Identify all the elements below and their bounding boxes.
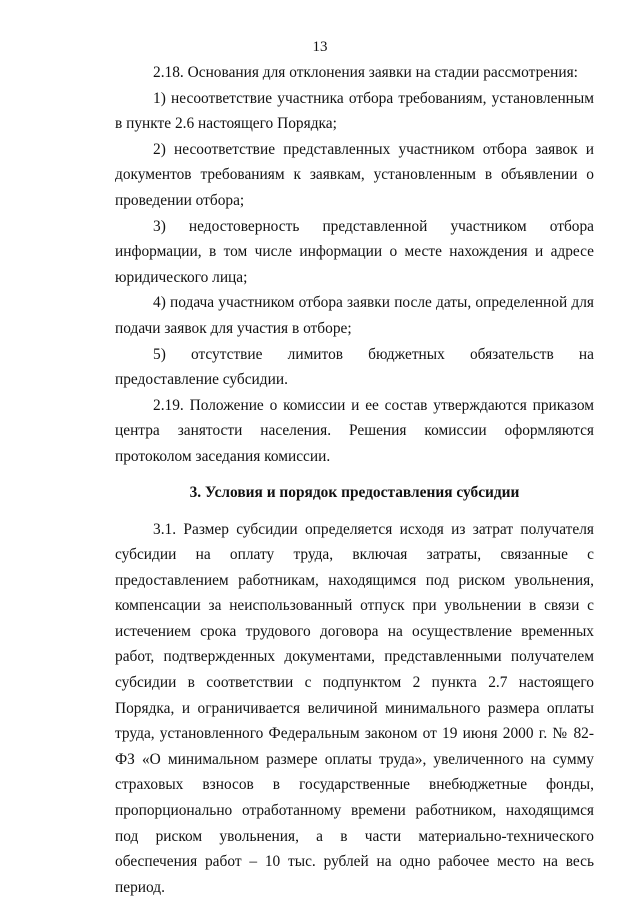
paragraph-2-18: 2.18. Основания для отклонения заявки на стадии рассмотрения: — [153, 64, 578, 81]
paragraph-2-19: 2.19. Положение о комиссии и ее состав утверждаются приказом центра занятости населения. Решения комиссии оформляются протоколом заседания комиссии. — [115, 396, 594, 465]
page-number: 13 — [312, 39, 328, 55]
document-body — [115, 60, 594, 900]
paragraph-item-2: 2) несоответствие представленных участником отбора заявок и документов требованиям к заявкам, установленным в объявлении о проведении отбора; — [115, 140, 594, 209]
paragraph-item-5: 5) отсутствие лимитов бюджетных обязательств на предоставление субсидии. — [115, 345, 594, 389]
paragraph-item-1: 1) несоответствие участника отбора требованиям, установленным в пункте 2.6 настоящего Порядка; — [115, 89, 594, 133]
paragraph-3-1: 3.1. Размер субсидии определяется исходя из затрат получателя субсидии на оплату труда, включая затраты, связанные с предоставлением работникам, находящимся под риском увольнения, компенсации за неиспользованный отпуск при увольнении в связи с истечением срока трудового договора на осуществление временных работ, подтвержденных документами, представленными получателем субсидии в соответствии с подпунктом 2 пункта 2.7 настоящего Порядка, и ограничивается величиной минимального размера оплаты труда, установленного Федеральным законом от 19 июня 2000 г. № 82-ФЗ «О минимальном размере оплаты труда», увеличенного на сумму страховых взносов в государственные внебюджетные фонды, пропорционально отработанному времени работником, находящимся под риском увольнения, а в части материально-технического обеспечения работ – 10 тыс. рублей на одно рабочее место на весь период. — [115, 520, 594, 896]
section-heading: 3. Условия и порядок предоставления субсидии — [189, 483, 520, 501]
paragraph-item-3: 3) недостоверность представленной участником отбора информации, в том числе информации о месте нахождения и адресе юридического лица; — [115, 217, 594, 286]
paragraph-item-4: 4) подача участником отбора заявки после даты, определенной для подачи заявок для участия в отборе; — [115, 294, 594, 337]
